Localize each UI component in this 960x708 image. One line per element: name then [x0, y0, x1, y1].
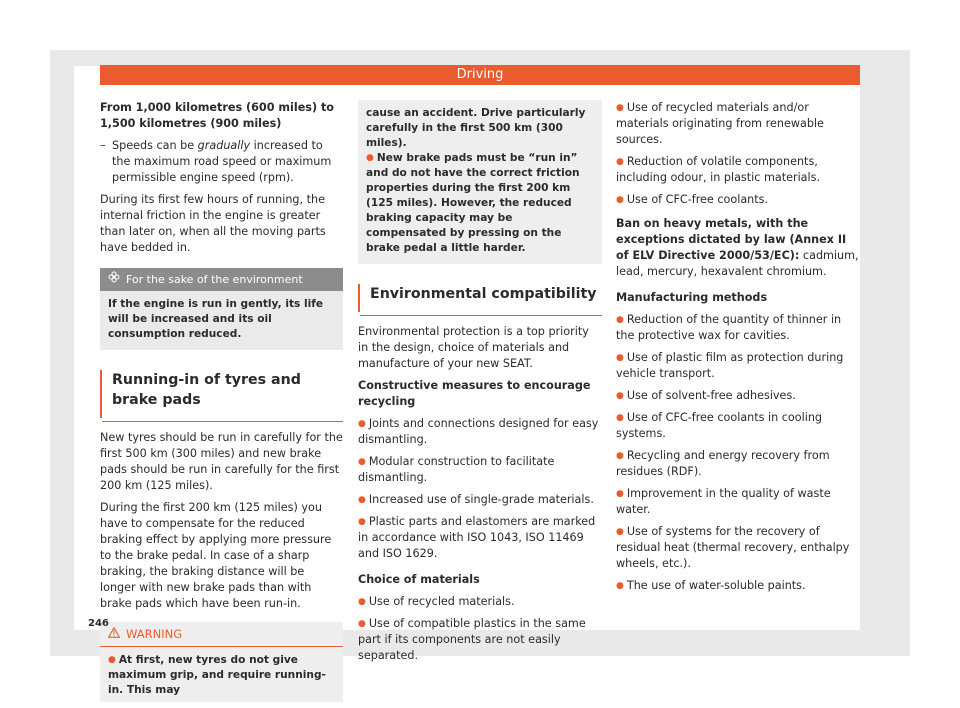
warning-body [100, 647, 343, 702]
bullet-item [358, 616, 602, 664]
warning-header [100, 622, 343, 647]
bullet-dot: ● [616, 489, 624, 499]
bullet-text: Use of recycled materials and/or materials originating from renewable sources. [616, 101, 824, 146]
warning-continued-text: cause an accident. Drive particularly carefully in the first 500 km (300 miles). [366, 107, 586, 149]
page-number: 246 [88, 618, 109, 629]
text-fragment: increased to the maximum road speed or maximum permissible engine speed (rpm). [112, 139, 332, 184]
warning-title: WARNING [126, 627, 183, 641]
paragraph-first-200km: During the first 200 km (125 miles) you have to compensate for the reduced braking effect by applying more pressure to the brake pedal. In case of a sharp braking, the braking distance will be longer with new brake pads than with brake pads which have been run-in. [100, 501, 332, 610]
heavy-metals-text: cadmium, lead, mercury, hexavalent chromium. [616, 249, 859, 278]
bullet-dot: ● [616, 413, 624, 423]
bullet-text: Use of CFC-free coolants. [626, 193, 769, 206]
paragraph-heavy-metals [616, 216, 860, 280]
bullet-list-materials [358, 594, 602, 664]
bullet-item [616, 578, 860, 594]
subheading-materials: Choice of materials [358, 573, 480, 586]
paragraph-internal-friction: During its first few hours of running, the internal friction in the engine is greater than later on, when all the moving parts have bedded in. [100, 193, 326, 254]
bullet-list-recycling [358, 416, 602, 562]
warning-bullet-text: New brake pads must be “run in” and do not have the correct friction properties during the first 200 km (125 miles). However, the reduced braking capacity may be compensated by pressing on the brake pedal a little harder. [366, 152, 580, 254]
bullet-item [616, 524, 860, 572]
environment-note-header [100, 268, 343, 291]
dash-list-item [100, 138, 343, 186]
bullet-text: Use of recycled materials. [368, 595, 515, 608]
column-1 [100, 100, 343, 702]
bullet-item [616, 388, 860, 404]
subheading-running-in-distance: From 1,000 kilometres (600 miles) to 1,500 kilometres (900 miles) [100, 101, 334, 130]
warning-triangle-icon [108, 626, 120, 642]
bullet-text: Reduction of the quantity of thinner in the protective wax for cavities. [616, 313, 842, 342]
bullet-dot: ● [616, 157, 624, 167]
paragraph-new-tyres: New tyres should be run in carefully for the first 500 km (300 miles) and new brake pads should be run in carefully for the first 200 km (125 miles). [100, 431, 343, 492]
bullet-dot: ● [616, 103, 624, 113]
heavy-metals-bold: Ban on heavy metals, with the exceptions dictated by law (Annex II of ELV Directive 2000/53/EC): [616, 217, 847, 262]
bullet-dot: ● [616, 581, 624, 591]
column-3 [616, 100, 860, 600]
bullet-text: Use of solvent-free adhesives. [626, 389, 796, 402]
bullet-list-manufacturing [616, 312, 860, 594]
environment-note-title: For the sake of the environment [126, 272, 303, 286]
bullet-dot: ● [616, 315, 624, 325]
bullet-dot: ● [358, 457, 366, 467]
environment-note-body: If the engine is run in gently, its life will be increased and its oil consumption reduced. [108, 298, 324, 340]
subheading-manufacturing: Manufacturing methods [616, 291, 768, 304]
bullet-item [616, 312, 860, 344]
bullet-item [358, 416, 602, 448]
bullet-dot: ● [358, 619, 366, 629]
warning-box-continued [358, 100, 602, 264]
bullet-dot: ● [358, 597, 366, 607]
flower-icon [108, 271, 120, 288]
bullet-text: Use of compatible plastics in the same part if its components are not easily separated. [358, 617, 586, 662]
dash-marker: – [100, 139, 106, 152]
bullet-text: Modular construction to facilitate dismantling. [358, 455, 555, 484]
bullet-item [616, 448, 860, 480]
warning-bullet-text: At first, new tyres do not give maximum grip, and require running-in. This may [108, 654, 326, 696]
text-fragment: Speeds can be [112, 139, 198, 152]
section-title-running-in: Running-in of tyres and brake pads [100, 370, 343, 418]
bullet-text: Plastic parts and elastomers are marked in accordance with ISO 1043, ISO 11469 and ISO 1629. [358, 515, 596, 560]
bullet-dot: ● [358, 517, 366, 527]
bullet-text: The use of water-soluble paints. [626, 579, 806, 592]
bullet-item [616, 154, 860, 186]
bullet-dot: ● [358, 419, 366, 429]
bullet-dot: ● [108, 655, 116, 665]
bullet-item [616, 410, 860, 442]
chapter-header: Driving [100, 65, 860, 85]
bullet-dot: ● [616, 195, 624, 205]
bullet-item [616, 486, 860, 518]
bullet-item [358, 454, 602, 486]
bullet-text: Recycling and energy recovery from residues (RDF). [616, 449, 830, 478]
bullet-item [616, 192, 860, 208]
bullet-dot: ● [366, 153, 374, 163]
bullet-item [616, 100, 860, 148]
bullet-text: Improvement in the quality of waste water. [616, 487, 831, 516]
bullet-text: Use of CFC-free coolants in cooling systems. [616, 411, 823, 440]
bullet-item [358, 594, 602, 610]
environment-note-box [100, 268, 343, 350]
warning-box [100, 622, 343, 702]
paragraph-environmental-protection: Environmental protection is a top priority in the design, choice of materials and manufacture of your new SEAT. [358, 325, 589, 370]
bullet-item [358, 514, 602, 562]
warning-bullet [366, 151, 594, 256]
bullet-list-materials-cont [616, 100, 860, 208]
section-title-environmental: Environmental compatibility [358, 284, 602, 312]
column-2 [358, 100, 602, 670]
emphasis-text: gradually [197, 139, 251, 152]
bullet-text: Increased use of single-grade materials. [368, 493, 594, 506]
bullet-dot: ● [358, 495, 366, 505]
bullet-text: Use of plastic film as protection during vehicle transport. [616, 351, 844, 380]
bullet-dot: ● [616, 451, 624, 461]
bullet-text: Use of systems for the recovery of residual heat (thermal recovery, enthalpy wheels, etc.). [616, 525, 850, 570]
bullet-dot: ● [616, 527, 624, 537]
bullet-item [358, 492, 602, 508]
bullet-dot: ● [616, 353, 624, 363]
bullet-text: Joints and connections designed for easy dismantling. [358, 417, 599, 446]
bullet-text: Reduction of volatile components, including odour, in plastic materials. [616, 155, 821, 184]
bullet-item [616, 350, 860, 382]
bullet-dot: ● [616, 391, 624, 401]
subheading-recycling: Constructive measures to encourage recycling [358, 379, 591, 408]
